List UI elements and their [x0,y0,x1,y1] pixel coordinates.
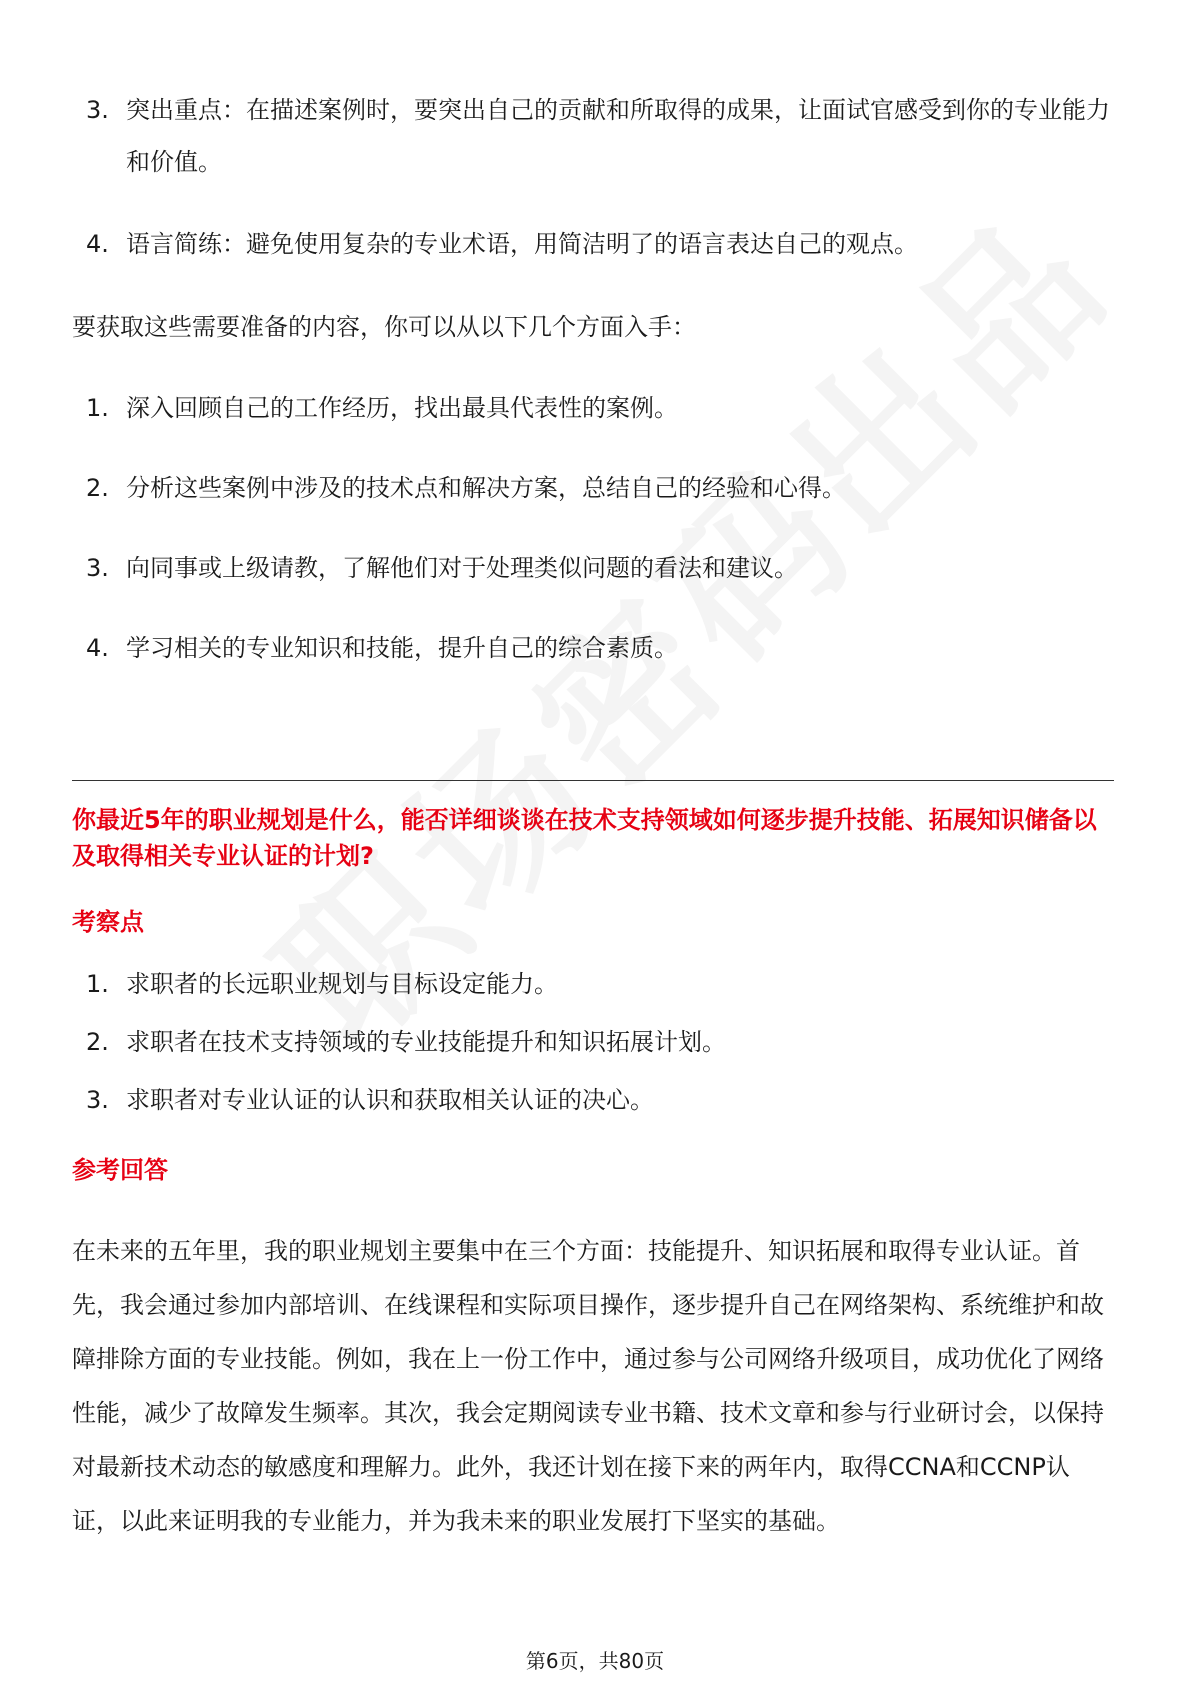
list-number: 3. [86,1086,109,1114]
answer-paragraph: 在未来的五年里，我的职业规划主要集中在三个方面：技能提升、知识拓展和取得专业认证。首先，我会通过参加内部培训、在线课程和实际项目操作，逐步提升自己在网络架构、系统维护和故障排除方面的专业技能。例如，我在上一份工作中，通过参与公司网络升级项目，成功优化了网络性能，减少了故障发生频率。其次，我会定期阅读专业书籍、技术文章和参与行业研讨会，以保持对最新技术动态的敏感度和理解力。此外，我还计划在接下来的两年内，取得CCNA和CCNP认证，以此来证明我的专业能力，并为我未来的职业发展打下坚实的基础。 [72,1237,1104,1535]
list-number: 2. [86,1028,109,1056]
list-text: 向同事或上级请教，了解他们对于处理类似问题的看法和建议。 [126,554,798,582]
list-number: 1. [86,970,109,998]
list-text: 突出重点：在描述案例时，要突出自己的贡献和所取得的成果，让面试官感受到你的专业能力和价值。 [126,96,1110,176]
list-text: 求职者在技术支持领域的专业技能提升和知识拓展计划。 [126,1028,726,1056]
list-number: 3. [86,554,109,582]
list-number: 3. [86,96,109,124]
intro-paragraph: 要获取这些需要准备的内容，你可以从以下几个方面入手： [72,313,696,341]
list-number: 2. [86,474,109,502]
list-text: 求职者的长远职业规划与目标设定能力。 [126,970,558,998]
list-item [86,84,1116,188]
list-item [86,218,1116,270]
list-item [86,622,1116,674]
list-item [86,542,1116,594]
section-divider [72,780,1114,781]
list-text: 分析这些案例中涉及的技术点和解决方案，总结自己的经验和心得。 [126,474,846,502]
list-text: 学习相关的专业知识和技能，提升自己的综合素质。 [126,634,678,662]
page-footer: 第6页，共80页 [525,1649,665,1673]
list-item [86,958,1116,1010]
list-item [86,382,1116,434]
list-text: 求职者对专业认证的认识和获取相关认证的决心。 [126,1086,654,1114]
list-text: 语言简练：避免使用复杂的专业术语，用简洁明了的语言表达自己的观点。 [126,230,918,258]
list-number: 4. [86,230,109,258]
list-number: 1. [86,394,109,422]
question-heading: 你最近5年的职业规划是什么，能否详细谈谈在技术支持领域如何逐步提升技能、拓展知识储备以及取得相关专业认证的计划? [72,806,1097,870]
list-number: 4. [86,634,109,662]
check-heading: 考察点 [72,908,144,936]
answer-heading: 参考回答 [72,1156,168,1184]
list-text: 深入回顾自己的工作经历，找出最具代表性的案例。 [126,394,678,422]
list-item [86,1016,1116,1068]
list-item [86,1074,1116,1126]
list-item [86,462,1116,514]
